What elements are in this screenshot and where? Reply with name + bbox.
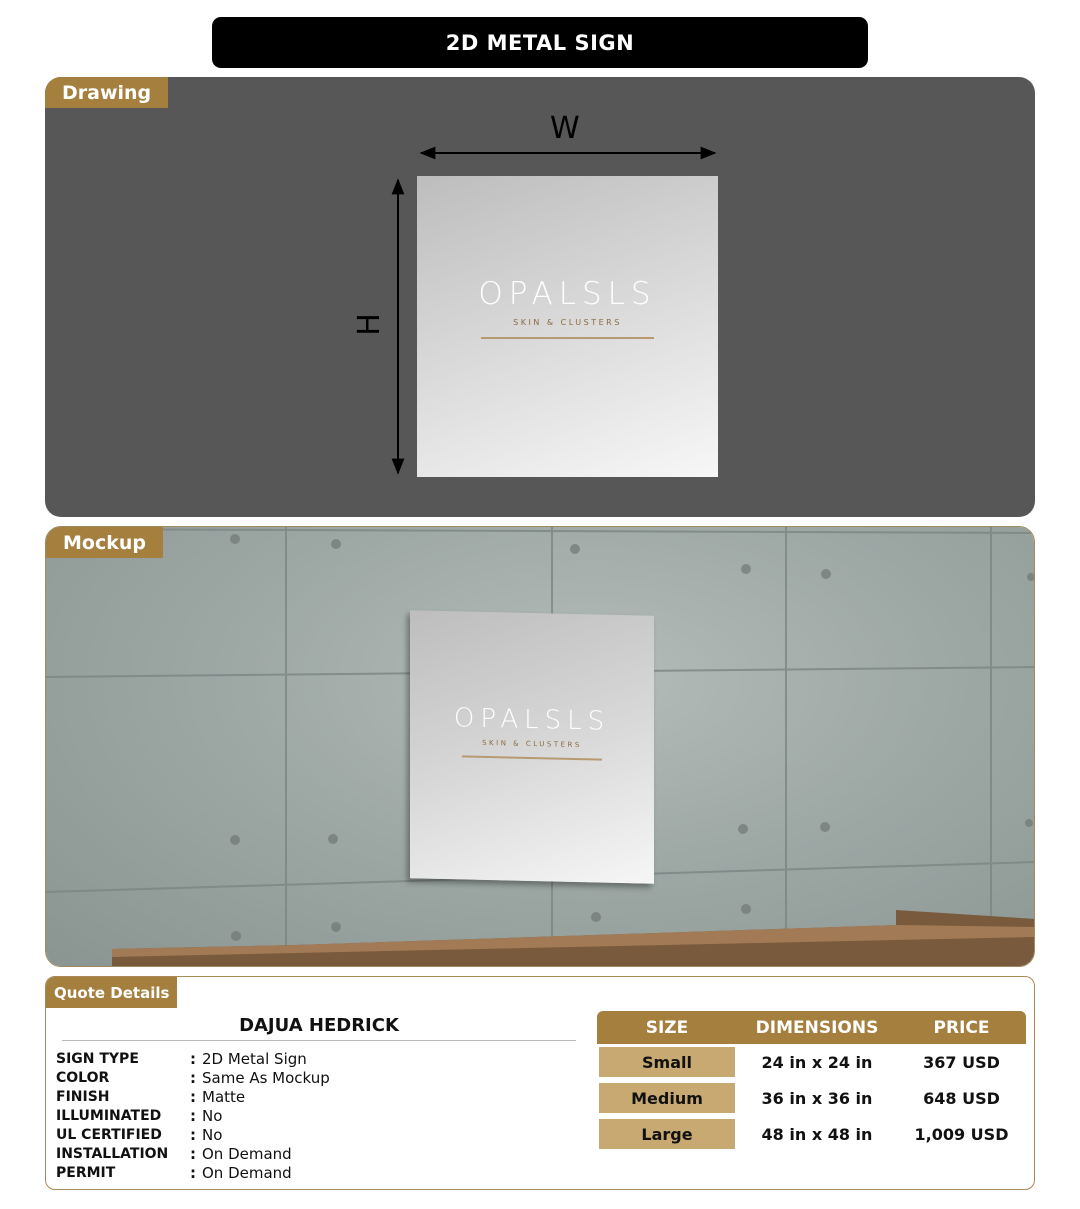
spec-value: No [202, 1106, 223, 1125]
quote-details-panel [45, 976, 1035, 1190]
price-cell: 648 USD [923, 1088, 1000, 1108]
spec-row-finish [56, 1087, 330, 1106]
mockup-panel [45, 526, 1035, 967]
mockup-tab: Mockup [46, 527, 163, 558]
logo-sub-text: SKIN & CLUSTERS [482, 738, 582, 750]
pricing-table [597, 1011, 1026, 1152]
spec-colon: : [190, 1087, 196, 1106]
logo-sub-text: SKIN & CLUSTERS [513, 318, 622, 327]
header-price: PRICE [933, 1017, 990, 1038]
table-row [597, 1116, 1026, 1152]
price-cell: 1,009 USD [914, 1124, 1009, 1144]
dimensions-cell: 36 in x 36 in [761, 1088, 873, 1108]
spec-row-color [56, 1068, 330, 1087]
size-cell: Large [599, 1119, 735, 1149]
spec-label: PERMIT [56, 1164, 116, 1181]
spec-colon: : [190, 1163, 196, 1182]
logo-main-text: OPALSLS [478, 276, 657, 312]
logo-underline [481, 337, 654, 339]
spec-row-ul-certified [56, 1125, 330, 1144]
price-cell: 367 USD [923, 1052, 1000, 1072]
spec-row-illuminated [56, 1106, 330, 1125]
spec-value: On Demand [202, 1144, 292, 1163]
table-row [597, 1044, 1026, 1080]
width-label: W [550, 111, 580, 146]
spec-list [56, 1049, 330, 1182]
header-size: SIZE [645, 1017, 689, 1038]
spec-value: On Demand [202, 1163, 292, 1182]
logo-underline [462, 755, 602, 760]
spec-colon: : [190, 1068, 196, 1087]
size-cell: Small [599, 1047, 735, 1077]
logo-main-text: OPALSLS [453, 703, 611, 737]
client-name: DAJUA HEDRICK [239, 1015, 399, 1036]
height-label: H [351, 313, 387, 336]
spec-row-sign-type [56, 1049, 330, 1068]
spec-colon: : [190, 1125, 196, 1144]
header-dimensions: DIMENSIONS [755, 1017, 879, 1038]
spec-value: Same As Mockup [202, 1068, 330, 1087]
sign-mockup [410, 610, 654, 884]
spec-value: 2D Metal Sign [202, 1049, 307, 1068]
spec-label: COLOR [56, 1069, 110, 1086]
spec-label: UL CERTIFIED [56, 1126, 162, 1143]
spec-label: ILLUMINATED [56, 1107, 162, 1124]
table-row [597, 1080, 1026, 1116]
spec-label: INSTALLATION [56, 1145, 169, 1162]
spec-row-installation [56, 1144, 330, 1163]
spec-value: Matte [202, 1087, 246, 1106]
spec-label: FINISH [56, 1088, 110, 1105]
pricing-header-row [597, 1011, 1026, 1044]
dimensions-cell: 24 in x 24 in [761, 1052, 873, 1072]
spec-value: No [202, 1125, 223, 1144]
spec-colon: : [190, 1144, 196, 1163]
spec-colon: : [190, 1049, 196, 1068]
spec-row-permit [56, 1163, 330, 1182]
page-title: 2D METAL SIGN [212, 17, 868, 68]
size-cell: Medium [599, 1083, 735, 1113]
quote-details-tab: Quote Details [46, 977, 177, 1008]
spec-label: SIGN TYPE [56, 1050, 139, 1067]
spec-colon: : [190, 1106, 196, 1125]
drawing-tab: Drawing [45, 77, 168, 108]
dimensions-cell: 48 in x 48 in [761, 1124, 873, 1144]
sign-drawing [417, 176, 718, 477]
client-divider [62, 1040, 576, 1041]
drawing-panel [45, 77, 1035, 517]
